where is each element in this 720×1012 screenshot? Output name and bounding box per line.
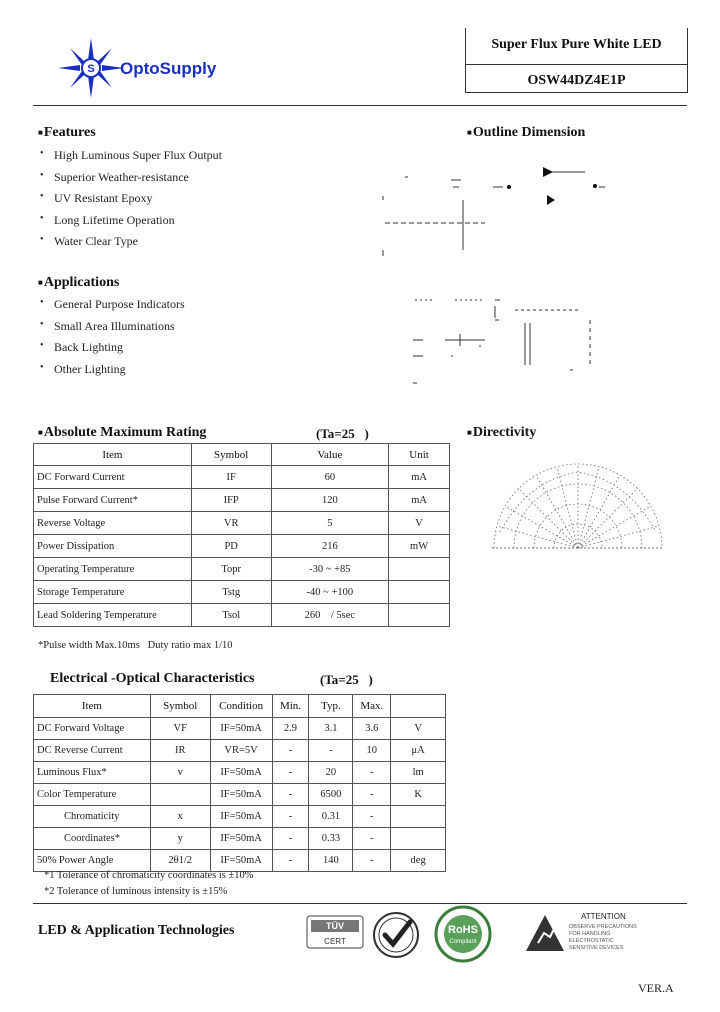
applications-title: ■Applications xyxy=(38,275,120,290)
directivity-title: ■Directivity xyxy=(467,425,537,440)
compliance-check-icon xyxy=(370,908,422,960)
table-row: 50% Power Angle 2θ1/2 IF=50mA - 140 - deg xyxy=(34,850,446,872)
abs-max-table xyxy=(33,443,450,627)
outline-drawing xyxy=(375,160,615,390)
table-header: Condition xyxy=(210,695,272,718)
elec-opt-note-2: *2 Tolerance of luminous intensity is ±15% xyxy=(44,886,228,897)
features-title: ■Features xyxy=(38,125,96,140)
attention-title: ATTENTION xyxy=(581,912,626,921)
star-logo-icon xyxy=(58,38,128,98)
table-row: DC Forward Current IF 60 mA xyxy=(34,466,450,489)
list-item: • Water Clear Type xyxy=(38,234,222,256)
version-label: VER.A xyxy=(638,981,674,995)
list-item: • Long Lifetime Operation xyxy=(38,213,222,235)
rohs-badge xyxy=(432,905,494,963)
esd-attention-label xyxy=(519,905,655,961)
rohs-sub: Compliant xyxy=(449,939,477,945)
features-list xyxy=(38,148,222,256)
attention-line: FOR HANDLING xyxy=(569,931,611,937)
table-row: Luminous Flux* v IF=50mA - 20 - lm xyxy=(34,762,446,784)
table-row: Reverse Voltage VR 5 V xyxy=(34,512,450,535)
abs-max-title: ■Absolute Maximum Rating xyxy=(38,425,207,440)
elec-opt-note-1: *1 Tolerance of chromaticity coordinates is ±10% xyxy=(44,870,254,881)
attention-line: ELECTROSTATIC xyxy=(569,938,614,944)
directivity-polar-chart xyxy=(488,460,668,556)
footer-divider xyxy=(33,903,687,904)
table-row: Chromaticity x IF=50mA - 0.31 - xyxy=(34,806,446,828)
tuv-cert-badge xyxy=(305,910,365,958)
title-box xyxy=(465,28,688,93)
company-logo xyxy=(58,38,278,98)
svg-text:S: S xyxy=(87,63,95,75)
table-header: Value xyxy=(271,444,389,466)
list-item: • Small Area Illuminations xyxy=(38,319,185,341)
table-header: Typ. xyxy=(309,695,353,718)
tuv-cert-sub: CERT xyxy=(324,937,346,946)
table-row: Coordinates* y IF=50mA - 0.33 - xyxy=(34,828,446,850)
table-row: DC Forward Voltage VF IF=50mA 2.9 3.1 3.6 V xyxy=(34,718,446,740)
elec-opt-table xyxy=(33,694,446,872)
list-item: • Other Lighting xyxy=(38,362,185,384)
list-item: • Back Lighting xyxy=(38,340,185,362)
part-number: OSW44DZ4E1P xyxy=(527,73,626,88)
table-header: Symbol xyxy=(150,695,210,718)
list-item: • Superior Weather-resistance xyxy=(38,170,222,192)
esd-warning-icon xyxy=(524,913,566,953)
outline-title: ■Outline Dimension xyxy=(467,125,586,140)
rohs-title: RoHS xyxy=(448,924,478,936)
table-header: Min. xyxy=(272,695,309,718)
header-divider xyxy=(33,105,687,106)
table-row: Color Temperature IF=50mA - 6500 - K xyxy=(34,784,446,806)
product-title: Super Flux Pure White LED xyxy=(491,37,662,52)
table-row: Operating Temperature Topr -30 ~ +85 xyxy=(34,558,450,581)
table-row: Lead Soldering Temperature Tsol 260 / 5sec xyxy=(34,604,450,627)
table-row: Storage Temperature Tstg -40 ~ +100 xyxy=(34,581,450,604)
table-row: DC Reverse Current IR VR=5V - - 10 μA xyxy=(34,740,446,762)
applications-list xyxy=(38,297,185,383)
tuv-cert-title: TÜV xyxy=(326,921,344,931)
table-header: Item xyxy=(34,444,192,466)
table-header: Max. xyxy=(353,695,391,718)
abs-max-condition: (Ta=25 ) xyxy=(316,426,369,441)
list-item: • UV Resistant Epoxy xyxy=(38,191,222,213)
elec-opt-condition: (Ta=25 ) xyxy=(320,672,373,687)
table-header xyxy=(391,695,446,718)
table-header: Symbol xyxy=(191,444,271,466)
abs-max-note: *Pulse width Max.10ms Duty ratio max 1/10 xyxy=(38,640,233,651)
footer-tagline: LED & Application Technologies xyxy=(38,923,235,938)
list-item: • High Luminous Super Flux Output xyxy=(38,148,222,170)
attention-line: OBSERVE PRECAUTIONS xyxy=(569,924,637,930)
elec-opt-title: Electrical -Optical Characteristics xyxy=(50,671,255,686)
table-row: Pulse Forward Current* IFP 120 mA xyxy=(34,489,450,512)
brand-name: OptoSupply xyxy=(120,59,217,78)
list-item: • General Purpose Indicators xyxy=(38,297,185,319)
table-row: Power Dissipation PD 216 mW xyxy=(34,535,450,558)
table-header: Item xyxy=(34,695,151,718)
table-header: Unit xyxy=(389,444,450,466)
attention-line: SENSITIVE DEVICES xyxy=(569,945,624,951)
